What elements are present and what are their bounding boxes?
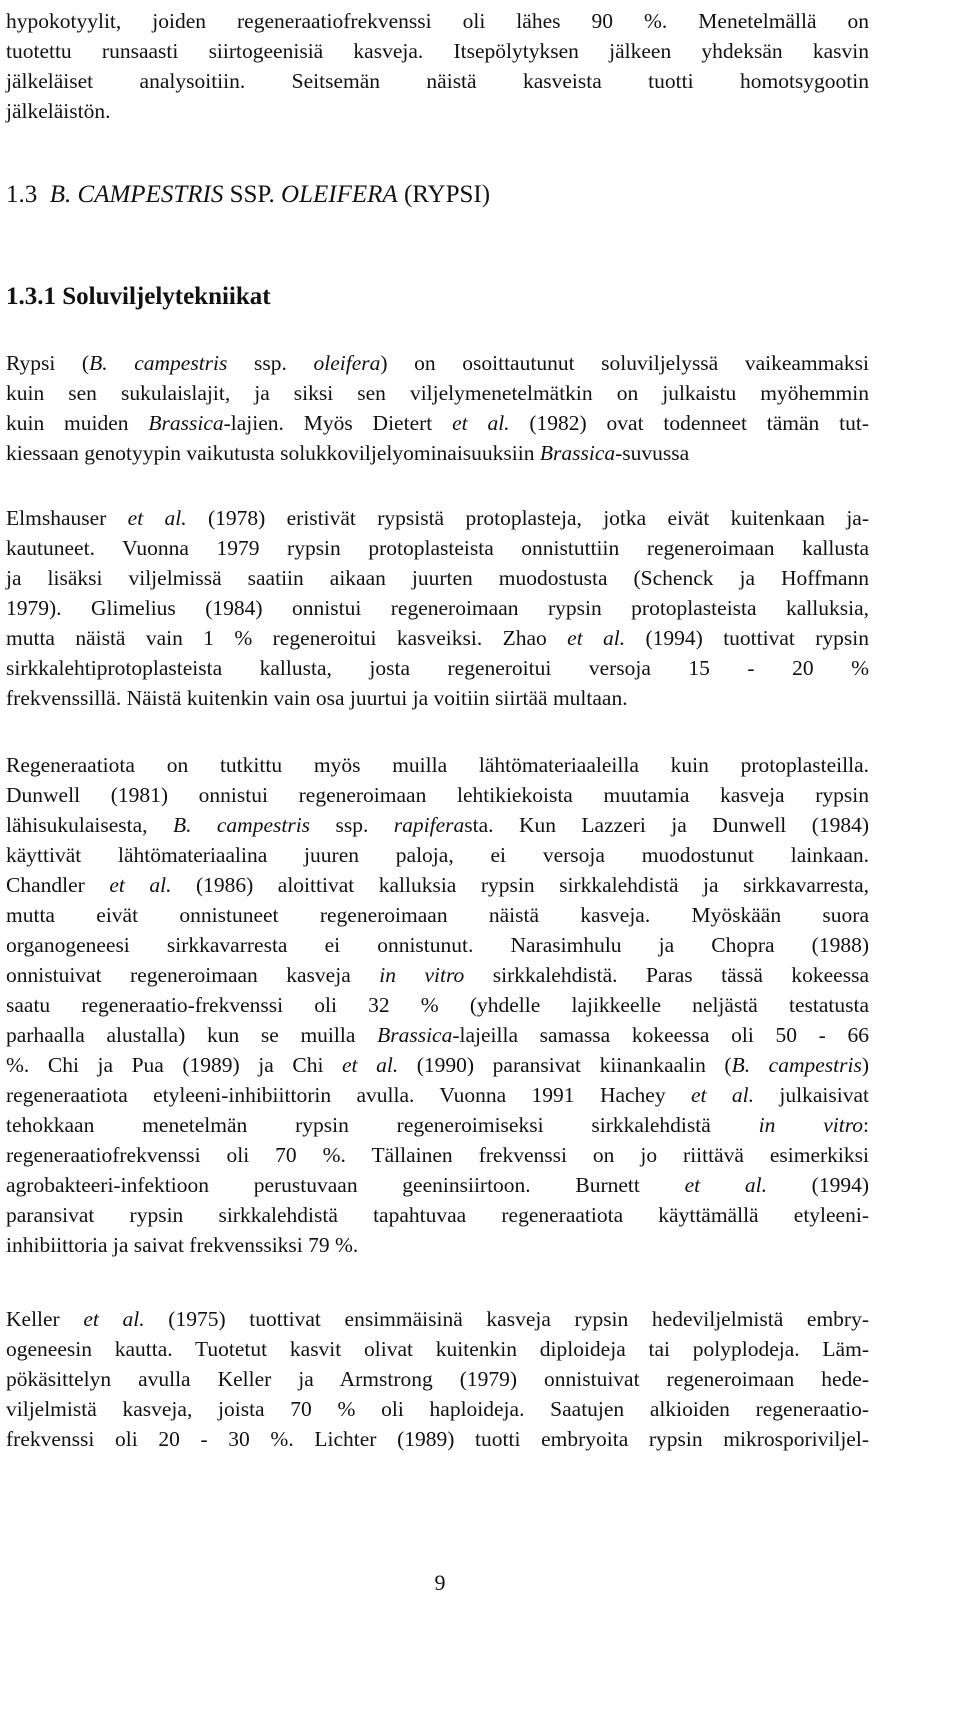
text-line: saatu regeneraatio-frekvenssi oli 32 % (yhdelle lajikkeelle neljästä testatusta	[6, 993, 869, 1017]
text-line: lähisukulaisesta, B. campestris ssp. rapiferasta. Kun Lazzeri ja Dunwell (1984)	[6, 813, 870, 837]
ssp-label: SSP.	[229, 181, 275, 208]
text-line: frekvenssillä. Näistä kuitenkin vain osa juurtui ja voitiin siirtää multaan.	[6, 686, 628, 710]
text-line: Keller et al. (1975) tuottivat ensimmäisinä kasveja rypsin hedeviljelmistä embry-	[6, 1307, 870, 1331]
subspecies-name: OLEIFERA	[281, 181, 398, 208]
text-line: kautuneet. Vuonna 1979 rypsin protoplasteista onnistuttiin regeneroimaan kallusta	[6, 536, 869, 560]
text-line: organogeneesi sirkkavarresta ei onnistunut. Narasimhulu ja Chopra (1988)	[6, 933, 869, 957]
text-line: Rypsi (B. campestris ssp. oleifera) on osoittautunut soluviljelyssä vaikeammaksi	[6, 351, 870, 375]
text-line: Regeneraatiota on tutkittu myös muilla lähtömateriaaleilla kuin protoplasteilla.	[6, 753, 869, 777]
common-name: (RYPSI)	[403, 181, 491, 208]
section-number: 1.3	[6, 181, 38, 208]
text-line: %. Chi ja Pua (1989) ja Chi et al. (1990) paransivat kiinankaalin (B. campestris)	[6, 1053, 870, 1077]
text-line: mutta näistä vain 1 % regeneroitui kasveiksi. Zhao et al. (1994) tuottivat rypsin	[6, 626, 869, 650]
text-line: frekvenssi oli 20 - 30 %. Lichter (1989) tuotti embryoita rypsin mikrosporiviljel-	[6, 1427, 869, 1451]
text-line: 1979). Glimelius (1984) onnistui regeneroimaan rypsin protoplasteista kalluksia,	[6, 596, 869, 620]
text-line: tuotettu runsaasti siirtogeenisiä kasveja. Itsepölytyksen jälkeen yhdeksän kasvin	[6, 39, 869, 63]
text-line: kiessaan genotyypin vaikutusta solukkoviljelyominaisuuksiin Brassica-suvussa	[6, 441, 690, 465]
text-line: onnistuivat regeneroimaan kasveja in vitro sirkkalehdistä. Paras tässä kokeessa	[6, 963, 869, 987]
text-line: regeneraatiota etyleeni-inhibiittorin avulla. Vuonna 1991 Hachey et al. julkaisivat	[6, 1083, 869, 1107]
text-line: mutta eivät onnistuneet regeneroimaan näistä kasveja. Myöskään suora	[6, 903, 869, 927]
text-line: hypokotyylit, joiden regeneraatiofrekvenssi oli lähes 90 %. Menetelmällä on	[6, 9, 869, 33]
text-line: ja lisäksi viljelmissä saatiin aikaan juurten muodostusta (Schenck ja Hoffmann	[6, 566, 869, 590]
text-line: Elmshauser et al. (1978) eristivät rypsistä protoplasteja, jotka eivät kuitenkaan ja-	[6, 506, 870, 530]
text-line: pökäsittelyn avulla Keller ja Armstrong (1979) onnistuivat regeneroimaan hede-	[6, 1367, 869, 1391]
text-line: tehokkaan menetelmän rypsin regeneroimiseksi sirkkalehdistä in vitro:	[6, 1113, 869, 1137]
text-line: agrobakteeri-infektioon perustuvaan geeninsiirtoon. Burnett et al. (1994)	[6, 1173, 869, 1197]
text-line: käyttivät lähtömateriaalina juuren paloja, ei versoja muodostunut lainkaan.	[6, 843, 869, 867]
text-line: paransivat rypsin sirkkalehdistä tapahtuvaa regeneraatiota käyttämällä etyleeni-	[6, 1203, 869, 1227]
species-name: B. CAMPESTRIS	[49, 181, 224, 208]
text-line: regeneraatiofrekvenssi oli 70 %. Tällainen frekvenssi on jo riittävä esimerkiksi	[6, 1143, 869, 1167]
subsection-heading: 1.3.1 Soluviljelytekniikat	[6, 283, 271, 310]
text-line: kuin sen sukulaislajit, ja siksi sen viljelymenetelmätkin on julkaistu myöhemmin	[6, 381, 869, 405]
text-line: parhaalla alustalla) kun se muilla Brassica-lajeilla samassa kokeessa oli 50 - 66	[6, 1023, 870, 1047]
text-line: jälkeläiset analysoitiin. Seitsemän näistä kasveista tuotti homotsygootin	[6, 69, 869, 93]
text-line: ogeneesin kautta. Tuotetut kasvit olivat kuitenkin diploideja tai polyplodeja. Läm-	[6, 1337, 869, 1361]
text-line: viljelmistä kasveja, joista 70 % oli haploideja. Saatujen alkioiden regeneraatio-	[6, 1397, 869, 1421]
text-line: Chandler et al. (1986) aloittivat kalluksia rypsin sirkkalehdistä ja sirkkavarresta,	[6, 873, 869, 897]
section-heading	[6, 180, 490, 210]
text-line: jälkeläistön.	[6, 99, 111, 123]
text-line: inhibiittoria ja saivat frekvenssiksi 79 %.	[6, 1233, 359, 1257]
text-line: sirkkalehtiprotoplasteista kallusta, josta regeneroitui versoja 15 - 20 %	[6, 656, 869, 680]
text-line: kuin muiden Brassica-lajien. Myös Dietert et al. (1982) ovat todenneet tämän tut-	[6, 411, 869, 435]
text-line: Dunwell (1981) onnistui regeneroimaan lehtikiekoista muutamia kasveja rypsin	[6, 783, 869, 807]
page-number: 9	[434, 1570, 446, 1595]
